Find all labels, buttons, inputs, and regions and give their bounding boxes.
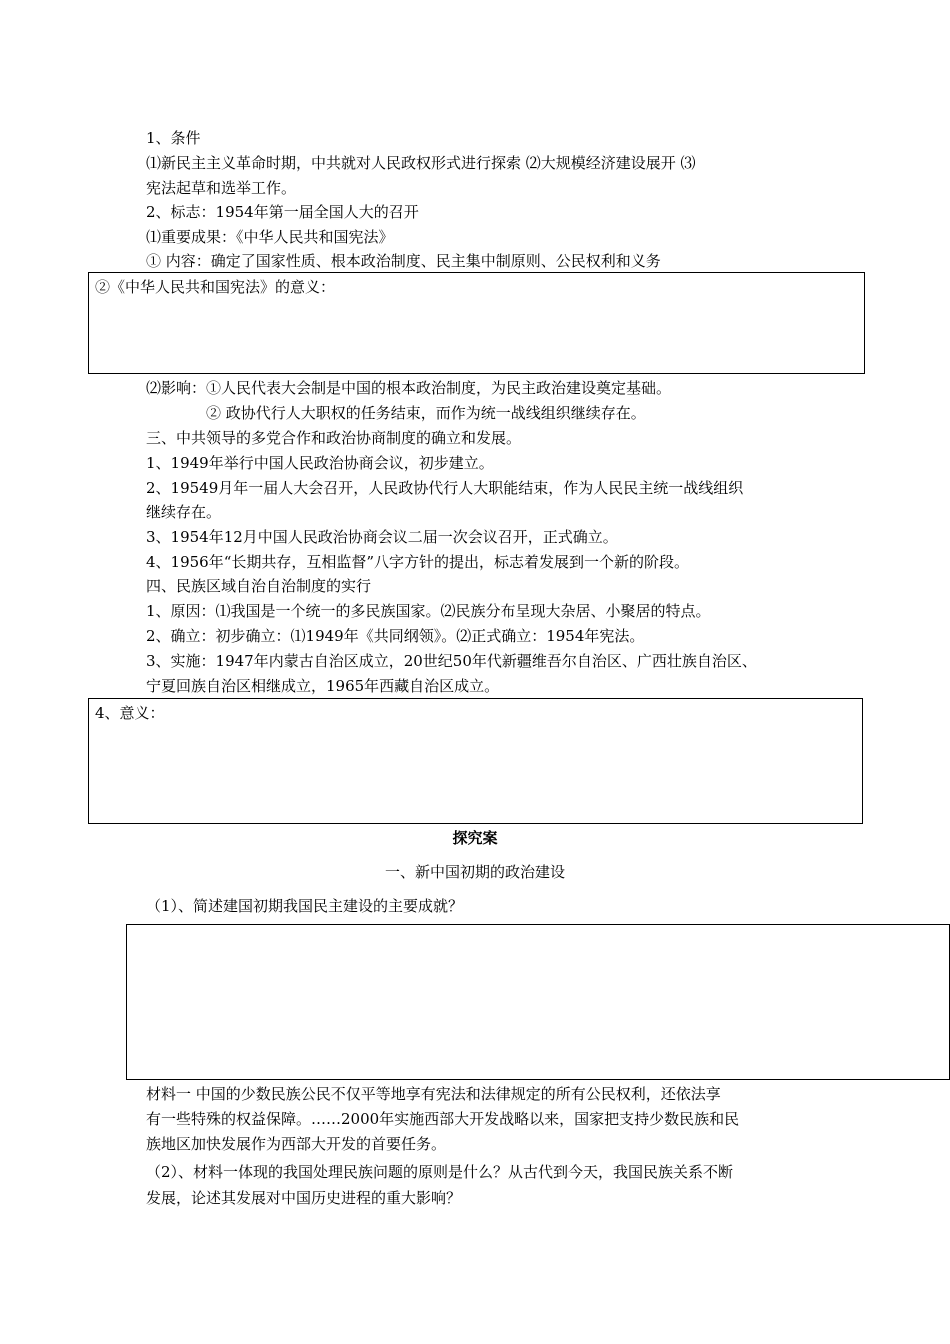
box-label: 4、意义： [95, 704, 165, 722]
text-line: ① 内容：确定了国家性质、根本政治制度、民主集中制原则、公民权利和义务 [146, 252, 661, 270]
text-line: 继续存在。 [146, 503, 222, 521]
text-line: ② 政协代行人大职权的任务结束，而作为统一战线组织继续存在。 [206, 404, 646, 422]
material-line: 族地区加快发展作为西部大开发的首要任务。 [146, 1135, 447, 1153]
text-line: 宁夏回族自治区相继成立，1965年西藏自治区成立。 [146, 677, 500, 695]
text-line: 2、19549月年一届人大会召开，人民政协代行人大职能结束，作为人民民主统一战线组织 [146, 479, 744, 497]
question-2: 发展，论述其发展对中国历史进程的重大影响？ [146, 1189, 462, 1207]
answer-box-autonomy-significance[interactable] [88, 698, 863, 824]
text-line: 2、确立：初步确立：⑴1949年《共同纲领》。⑵正式确立：1954年宪法。 [146, 627, 645, 645]
page-title: 探究案 [452, 829, 498, 847]
answer-box-constitution-significance[interactable] [88, 272, 865, 374]
material-line: 材料一 中国的少数民族公民不仅平等地享有宪法和法律规定的所有公民权利，还依法享 [146, 1085, 721, 1103]
answer-box-question-1[interactable] [126, 924, 950, 1080]
text-line: 1、原因：⑴我国是一个统一的多民族国家。⑵民族分布呈现大杂居、小聚居的特点。 [146, 602, 711, 620]
text-line: ⑴重要成果：《中华人民共和国宪法》 [146, 228, 394, 246]
text-line: 2、标志：1954年第一届全国人大的召开 [146, 203, 419, 221]
box-label: ②《中华人民共和国宪法》的意义： [95, 278, 336, 296]
text-line: 1、1949年举行中国人民政治协商会议，初步建立。 [146, 454, 494, 472]
question-1: （1）、简述建国初期我国民主建设的主要成就？ [146, 897, 464, 915]
text-line: 宪法起草和选举工作。 [146, 179, 297, 197]
text-line: ⑵影响：①人民代表大会制是中国的根本政治制度，为民主政治建设奠定基础。 [146, 379, 672, 397]
text-line: 4、1956年“长期共存，互相监督”八字方针的提出，标志着发展到一个新的阶段。 [146, 553, 690, 571]
text-line: 3、1954年12月中国人民政治协商会议二届一次会议召开，正式确立。 [146, 528, 618, 546]
text-line: ⑴新民主主义革命时期，中共就对人民政权形式进行探索 ⑵大规模经济建设展开 ⑶ [146, 154, 696, 172]
material-line: 有一些特殊的权益保障。……2000年实施西部大开发战略以来，国家把支持少数民族和民 [146, 1110, 740, 1128]
section-subtitle: 一、新中国初期的政治建设 [384, 863, 565, 881]
section-heading: 三、中共领导的多党合作和政治协商制度的确立和发展。 [146, 429, 522, 447]
text-line: 1、条件 [146, 129, 201, 147]
text-line: 3、实施：1947年内蒙古自治区成立，20世纪50年代新疆维吾尔自治区、广西壮族自治区、 [146, 652, 757, 670]
section-heading: 四、民族区域自治自治制度的实行 [146, 577, 372, 595]
question-2: （2）、材料一体现的我国处理民族问题的原则是什么？从古代到今天，我国民族关系不断 [146, 1163, 734, 1181]
